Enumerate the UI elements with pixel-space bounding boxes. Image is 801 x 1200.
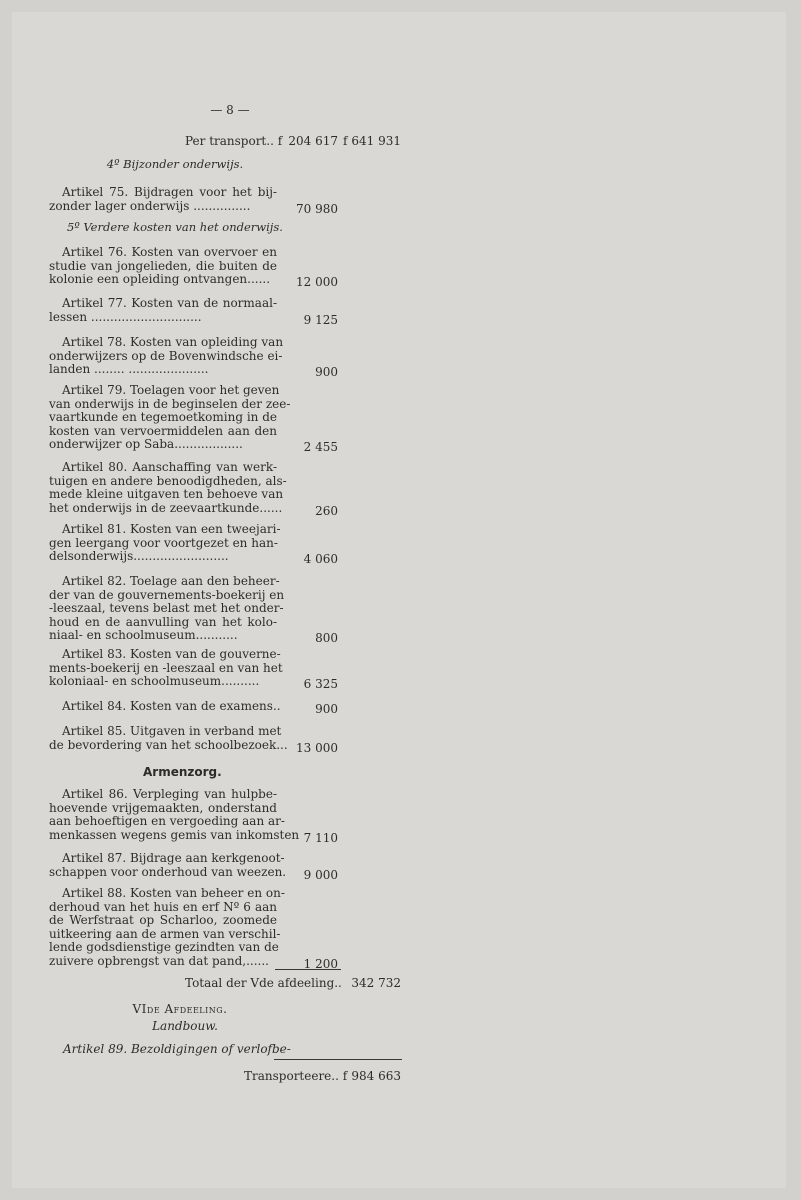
article-line: landen ........ ..................... [49,362,209,376]
armenzorg-article-line: menkassen wegens gemis van inkomsten [49,827,300,842]
per-transport-col2: 641 931 [351,134,401,148]
armenzorg-article-line: Artikel 87. Bijdrage aan kerkgenoot- [62,851,285,865]
article-line: het onderwijs in de zeevaartkunde...... [49,500,283,515]
armenzorg-article-paragraph [49,886,285,968]
transporteere-label: Transporteere.. f [244,1069,348,1083]
bottom-rule [274,1059,402,1060]
article-paragraph [49,297,277,324]
landbouw-heading: Landbouw. [152,1019,218,1033]
article-line: tuigen en andere benoodigdheden, als- [49,473,287,488]
article-line: Artikel 81. Kosten van een tweejari- [62,522,281,536]
article-line: Artikel 83. Kosten van de gouverne- [62,647,281,661]
article-amount: 900 [315,702,338,716]
article-line: de bevordering van het schoolbezoek... [49,737,288,752]
section5-heading: 5º Verdere kosten van het onderwijs. [67,220,283,234]
armenzorg-article-line: aan behoeftigen en vergoeding aan ar- [49,814,285,828]
armenzorg-article-line: lende godsdienstige gezindten van de [49,940,279,954]
article-paragraph [49,335,284,377]
per-transport-label: Per transport.. f [185,134,283,148]
armenzorg-article-paragraph [49,787,300,842]
article-amount: 800 [315,631,338,645]
article-paragraph [49,522,281,564]
article-line: Artikel 82. Toelage aan den beheer- [62,574,280,588]
article-paragraph [49,460,287,515]
article-amount: 6 325 [303,677,338,691]
armenzorg-article-line: zuivere opbrengst van dat pand,...... [49,953,269,968]
article-line: Artikel 75. Bijdragen voor het bij- [62,185,277,199]
article-line: zonder lager onderwijs ............... [49,198,251,213]
per-transport-currency2: f [343,134,348,148]
article-line: Artikel 76. Kosten van overvoer en [62,245,277,259]
article-line: ments-boekerij en -leeszaal en van het [49,660,283,675]
article-amount: 12 000 [296,275,338,289]
article-line: gen leergang voor voortgezet en han- [49,535,278,550]
page-number: — 8 — [210,103,250,117]
per-transport-col1: 204 617 [288,134,338,148]
transporteere-amount: 984 663 [351,1069,401,1083]
armenzorg-article-line: uitkeering aan de armen van verschil- [49,926,281,941]
article-amount: 70 980 [296,201,338,216]
article-line: Artikel 78. Kosten van opleiding van [62,335,284,349]
article-line: onderwijzers op de Bovenwindsche ei- [49,348,283,363]
article-line: -leeszaal, tevens belast met het onder- [49,601,284,615]
armenzorg-article-amount: 1 200 [303,956,338,971]
article-amount: 260 [315,503,338,518]
armenzorg-article-amount: 9 000 [303,867,338,882]
armenzorg-article-line: derhoud van het huis en erf Nº 6 aan [49,899,277,914]
totaal-label: Totaal der Vde afdeeling.. [185,976,342,990]
article-paragraph [49,574,285,643]
afdeeling6-heading: VIde Afdeeling. [132,1002,228,1016]
armenzorg-article-line: schappen voor onderhoud van weezen. [49,864,287,879]
article-line: houd en de aanvulling van het kolo- [49,614,277,629]
article-line: kolonie een opleiding ontvangen...... [49,272,271,286]
article-line: vaartkunde en tegemoetkoming in de [49,410,277,424]
armenzorg-article-amount: 7 110 [303,830,338,845]
article-paragraph [49,383,291,452]
total-rule [275,969,341,970]
armenzorg-article-paragraph [49,851,287,879]
article-line: niaal- en schoolmuseum........... [49,628,238,642]
article-paragraph [49,699,281,714]
article-amount: 9 125 [303,312,338,327]
article-paragraph [49,647,283,689]
artikel89-line [63,1043,291,1056]
article-line: koloniaal- en schoolmuseum.......... [49,674,260,688]
article-amount: 900 [315,365,338,379]
article-line: onderwijzer op Saba.................. [49,437,243,451]
article-line: der van de gouvernements-boekerij en [49,587,285,602]
article-line: Artikel 85. Uitgaven in verband met [62,724,282,738]
armenzorg-heading: Armenzorg. [143,765,222,779]
article-line: Artikel 77. Kosten van de normaal- [62,296,277,310]
article-line: delsonderwijs......................... [49,549,229,563]
artikel89-text: Artikel 89. Bezoldigingen of verlofbe- [63,1042,291,1056]
section4-heading: 4º Bijzonder onderwijs. [106,157,244,171]
armenzorg-article-line: hoevende vrijgemaakten, onderstand [49,800,277,815]
armenzorg-article-line: Artikel 86. Verpleging van hulpbe- [62,787,277,801]
article-line: studie van jongelieden, die buiten de [49,258,277,273]
article-line: Artikel 80. Aanschaffing van werk- [62,460,277,474]
article-line: kosten van vervoermiddelen aan den [49,423,277,438]
article-line: van onderwijs in de beginselen der zee- [49,396,291,411]
article-line: Artikel 79. Toelagen voor het geven [62,383,280,397]
article-paragraph [49,186,277,213]
armenzorg-article-line: Artikel 88. Kosten van beheer en on- [62,886,285,900]
article-line: lessen ............................. [49,309,202,324]
article-amount: 4 060 [303,552,338,566]
article-line: Artikel 84. Kosten van de examens.. [62,699,281,713]
article-amount: 2 455 [303,440,338,454]
armenzorg-article-line: de Werfstraat op Scharloo, zoomede [49,913,277,927]
article-amount: 13 000 [296,740,338,755]
totaal-amount: 342 732 [351,976,401,990]
article-line: mede kleine uitgaven ten behoeve van [49,487,284,501]
article-paragraph [49,724,288,752]
article-paragraph [49,246,277,287]
